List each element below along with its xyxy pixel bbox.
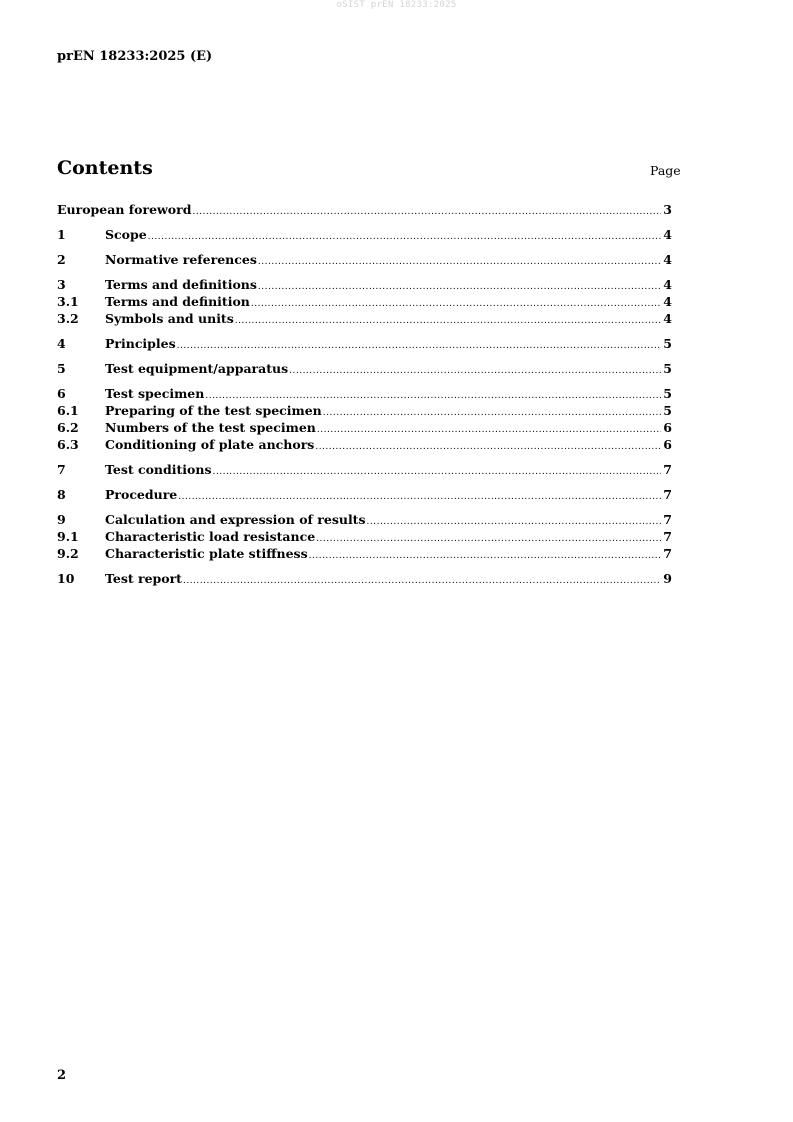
toc-entry-title: Conditioning of plate anchors: [105, 437, 315, 452]
toc-entry-title: Test equipment/apparatus: [105, 361, 289, 376]
toc-entry-page: 7: [663, 462, 672, 477]
toc-entry-title: Characteristic plate stiffness: [105, 546, 308, 561]
dot-leader: [251, 296, 661, 313]
toc-entry-terms-and-definitions[interactable]: [57, 276, 672, 293]
toc-entry-title: Numbers of the test specimen: [105, 420, 316, 435]
toc-entry-number: 6.2: [57, 420, 79, 435]
dot-leader: [258, 279, 661, 296]
toc-entry-title: Calculation and expression of results: [105, 512, 366, 527]
dot-leader: [289, 363, 661, 380]
dot-leader: [323, 405, 662, 422]
dot-leader: [177, 338, 662, 355]
toc-entry-normative-references[interactable]: [57, 251, 672, 268]
toc-entry-page: 7: [663, 529, 672, 544]
toc-entry-calculation-results[interactable]: [57, 511, 672, 528]
toc-entry-title: Principles: [105, 336, 176, 351]
toc-entry-number: 5: [57, 361, 66, 376]
toc-entry-test-conditions[interactable]: [57, 461, 672, 478]
dot-leader: [315, 439, 661, 456]
page-column-label: Page: [650, 163, 681, 178]
toc-entry-page: 5: [663, 336, 672, 351]
toc-entry-procedure[interactable]: [57, 486, 672, 503]
watermark: oSIST prEN 18233:2025: [336, 0, 457, 10]
toc-entry-page: 4: [663, 294, 672, 309]
toc-entry-title: Test report: [105, 571, 182, 586]
toc-entry-number: 4: [57, 336, 66, 351]
toc-entry-page: 4: [663, 252, 672, 267]
toc-entry-title: European foreword: [57, 202, 192, 217]
dot-leader: [316, 531, 661, 548]
contents-heading: Contents: [57, 157, 153, 179]
toc-entry-number: 2: [57, 252, 66, 267]
dot-leader: [309, 548, 662, 565]
toc-entry-number: 9.1: [57, 529, 79, 544]
toc-entry-page: 6: [663, 420, 672, 435]
toc-entry-number: 3: [57, 277, 66, 292]
dot-leader: [317, 422, 661, 439]
toc-entry-characteristic-load-resistance[interactable]: [57, 528, 672, 545]
toc-entry-number: 8: [57, 487, 66, 502]
toc-entry-page: 9: [663, 571, 672, 586]
dot-leader: [367, 514, 662, 531]
toc-entry-principles[interactable]: [57, 335, 672, 352]
toc-entry-title: Scope: [105, 227, 147, 242]
toc-entry-number: 9.2: [57, 546, 79, 561]
toc-entry-title: Procedure: [105, 487, 178, 502]
document-id-header: prEN 18233:2025 (E): [57, 49, 213, 64]
toc-entry-number: 1: [57, 227, 66, 242]
toc-entry-page: 5: [663, 403, 672, 418]
toc-entry-page: 6: [663, 437, 672, 452]
toc-entry-conditioning-plate-anchors[interactable]: [57, 436, 672, 453]
toc-entry-title: Symbols and units: [105, 311, 234, 326]
dot-leader: [178, 489, 661, 506]
toc-entry-title: Terms and definition: [105, 294, 250, 309]
toc-entry-title: Preparing of the test specimen: [105, 403, 322, 418]
toc-entry-number: 7: [57, 462, 66, 477]
toc-entry-page: 4: [663, 311, 672, 326]
toc-entry-page: 5: [663, 361, 672, 376]
toc-entry-scope[interactable]: [57, 226, 672, 243]
toc-entry-title: Characteristic load resistance: [105, 529, 316, 544]
toc-entry-page: 3: [663, 202, 672, 217]
toc-entry-european-foreword[interactable]: [57, 201, 672, 218]
toc-entry-number: 10: [57, 571, 75, 586]
toc-entry-page: 4: [663, 277, 672, 292]
toc-entry-number: 6.3: [57, 437, 79, 452]
toc-entry-test-equipment[interactable]: [57, 360, 672, 377]
dot-leader: [235, 313, 662, 330]
toc-entry-numbers-test-specimen[interactable]: [57, 419, 672, 436]
dot-leader: [258, 254, 661, 271]
toc-entry-title: Normative references: [105, 252, 257, 267]
toc-entry-test-report[interactable]: [57, 570, 672, 587]
dot-leader: [148, 229, 662, 246]
toc-entry-test-specimen[interactable]: [57, 385, 672, 402]
page-number: 2: [57, 1068, 67, 1083]
toc-entry-page: 7: [663, 546, 672, 561]
toc-entry-title: Terms and definitions: [105, 277, 257, 292]
table-of-contents: [57, 201, 672, 587]
toc-entry-page: 7: [663, 487, 672, 502]
toc-entry-page: 5: [663, 386, 672, 401]
toc-entry-title: Test specimen: [105, 386, 205, 401]
toc-entry-number: 6: [57, 386, 66, 401]
toc-entry-title: Test conditions: [105, 462, 212, 477]
toc-entry-page: 4: [663, 227, 672, 242]
toc-entry-number: 3.1: [57, 294, 79, 309]
toc-entry-preparing-test-specimen[interactable]: [57, 402, 672, 419]
dot-leader: [183, 573, 661, 590]
toc-entry-number: 9: [57, 512, 66, 527]
toc-entry-terms-and-definition[interactable]: [57, 293, 672, 310]
dot-leader: [192, 204, 661, 221]
toc-entry-number: 3.2: [57, 311, 79, 326]
dot-leader: [213, 464, 662, 481]
toc-entry-symbols-and-units[interactable]: [57, 310, 672, 327]
toc-entry-characteristic-plate-stiffness[interactable]: [57, 545, 672, 562]
toc-entry-number: 6.1: [57, 403, 79, 418]
toc-entry-page: 7: [663, 512, 672, 527]
